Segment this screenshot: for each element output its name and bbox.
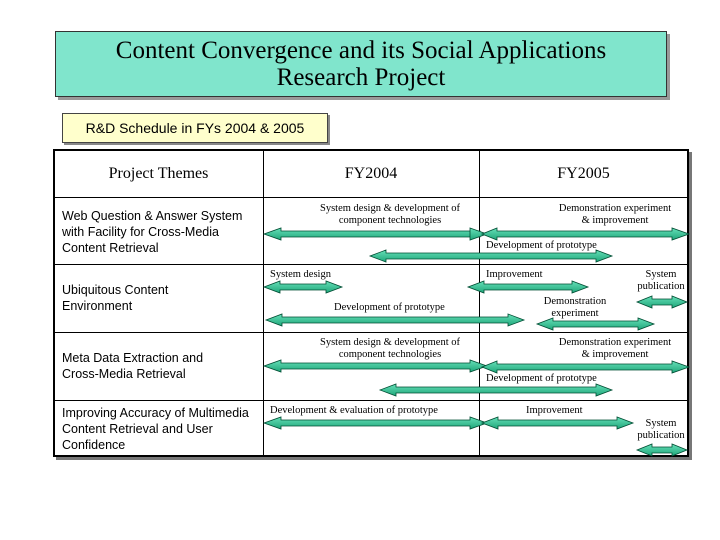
label-r1-design: System design & development of component technologies bbox=[320, 203, 460, 226]
arrow-r3-proto bbox=[380, 384, 612, 396]
arrow-r3-design bbox=[264, 360, 487, 372]
arrow-r4-publication bbox=[637, 444, 687, 456]
theme-metadata: Meta Data Extraction and Cross-Media Retrieval bbox=[62, 351, 204, 381]
label-r2-demo: Demonstration experiment bbox=[543, 296, 607, 319]
header-fy2004: FY2004 bbox=[344, 164, 398, 182]
theme-accuracy: Improving Accuracy of Multimedia Content Retrieval and User Confidence bbox=[62, 406, 249, 452]
arrow-r1-design bbox=[264, 228, 480, 240]
label-r2-design: System design bbox=[270, 269, 331, 280]
label-r2-improve: Improvement bbox=[486, 269, 543, 280]
label-r4-publication: System publication bbox=[637, 418, 685, 441]
arrow-r4-proto bbox=[264, 417, 487, 429]
label-r1-proto: Development of prototype bbox=[486, 240, 597, 251]
theme-ubiquitous: Ubiquitous Content Environment bbox=[62, 283, 169, 313]
arrow-r2-publication bbox=[637, 296, 687, 308]
arrow-r2-design bbox=[264, 281, 342, 293]
title-line-2: Research Project bbox=[276, 64, 446, 91]
header-fy2005: FY2005 bbox=[557, 164, 610, 182]
label-r2-publication: System publication bbox=[637, 269, 685, 292]
label-r4-proto: Development & evaluation of prototype bbox=[270, 405, 438, 416]
label-r2-proto: Development of prototype bbox=[334, 302, 445, 313]
theme-web-qa: Web Question & Answer System with Facility for Cross-Media Content Retrieval bbox=[62, 209, 243, 255]
arrow-r2-proto bbox=[266, 314, 524, 326]
arrow-r4-improve bbox=[482, 417, 633, 429]
label-r4-improve: Improvement bbox=[526, 405, 583, 416]
arrow-r2-improve bbox=[468, 281, 588, 293]
arrow-r1-demo bbox=[482, 228, 689, 240]
label-r3-proto: Development of prototype bbox=[486, 373, 597, 384]
label-r1-demo: Demonstration experiment & improvement bbox=[558, 203, 672, 226]
arrow-r3-demo bbox=[482, 361, 689, 373]
label-r3-design: System design & development of component technologies bbox=[320, 337, 460, 360]
title-line-1: Content Convergence and its Social Applications bbox=[115, 37, 607, 64]
header-project-themes: Project Themes bbox=[108, 164, 209, 182]
schedule-subtitle: R&D Schedule in FYs 2004 & 2005 bbox=[62, 113, 328, 143]
label-r3-demo: Demonstration experiment & improvement bbox=[558, 337, 672, 360]
